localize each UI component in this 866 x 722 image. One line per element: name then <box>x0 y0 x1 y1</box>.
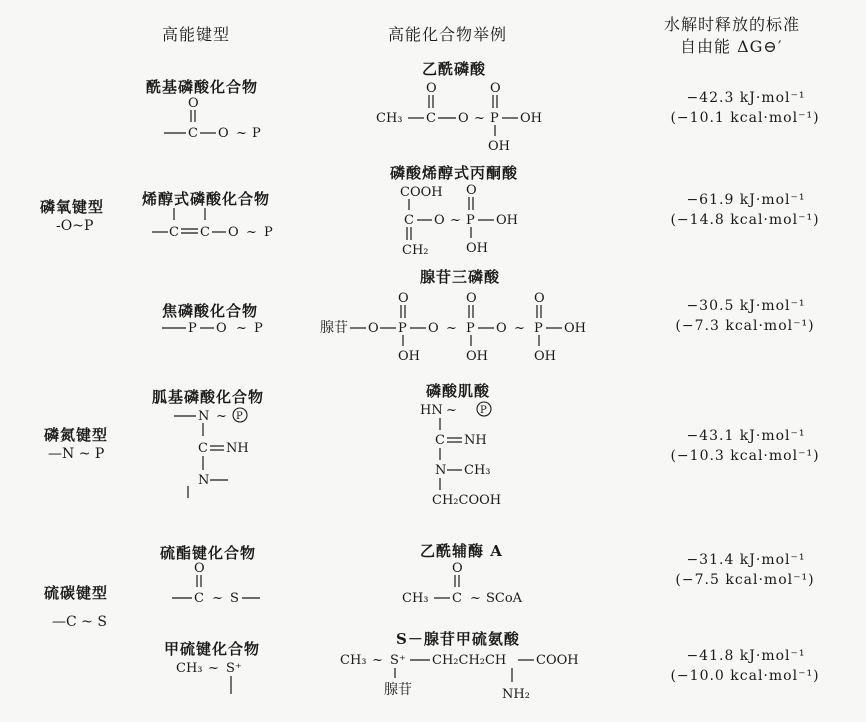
atom-oh: OH <box>398 349 420 364</box>
header-free-energy-line2: 自由能 ΔG⊖′ <box>680 37 783 56</box>
atom-hn: HN <box>420 403 443 418</box>
atom-p: P <box>254 321 263 336</box>
thioester-bond-structure <box>164 560 274 610</box>
atom-o: O <box>194 561 205 576</box>
bond-tilde: ~ <box>212 591 223 606</box>
atom-cooh: COOH <box>400 185 443 200</box>
creatine-phosphate-structure <box>418 398 558 510</box>
atom-o: O <box>490 81 501 96</box>
atom-oh: OH <box>534 349 556 364</box>
bond-tilde: ~ <box>514 321 525 336</box>
example-pep: 磷酸烯醇式丙酮酸 <box>390 164 519 182</box>
group-label-phospho-oxygen: 磷氧键型 <box>40 198 105 216</box>
acetyl-phosphate-structure <box>376 82 576 154</box>
energy-kcal-pep: (−14.8 kcal·mol⁻¹) <box>670 212 820 228</box>
atom-ch3: CH₃ <box>340 653 367 668</box>
acyl-phosphate-bond-structure <box>150 95 290 145</box>
header-bond-type: 高能键型 <box>162 25 231 44</box>
atom-ch3: CH₃ <box>376 111 403 126</box>
energy-kcal-acetyl-coa: (−7.5 kcal·mol⁻¹) <box>675 572 815 588</box>
atom-o: O <box>466 291 477 306</box>
group-formula-phospho-nitrogen: —N ~ P <box>48 446 105 462</box>
atom-scoa: SCoA <box>486 591 523 606</box>
atom-o: O <box>458 111 469 126</box>
pyrophosphate-bond-structure <box>160 314 300 344</box>
atom-nh: NH <box>226 441 249 456</box>
example-sam: S－腺苷甲硫氨酸 <box>396 630 520 648</box>
atom-o: O <box>218 126 229 141</box>
bond-type-thioester: 硫酯键化合物 <box>160 544 257 562</box>
group-label-sulfur-carbon: 硫碳键型 <box>44 584 109 602</box>
atom-ch3: CH₃ <box>464 463 491 478</box>
atom-o: O <box>466 183 477 198</box>
energy-kj-pep: −61.9 kJ·mol⁻¹ <box>686 192 806 208</box>
atom-o: O <box>452 561 463 576</box>
atom-c: C <box>452 591 462 606</box>
energy-kj-atp: −30.5 kJ·mol⁻¹ <box>686 298 806 314</box>
energy-kj-sam: −41.8 kJ·mol⁻¹ <box>686 648 806 664</box>
atom-s-plus: S⁺ <box>226 661 242 676</box>
atom-ch3: CH₃ <box>176 661 203 676</box>
bond-tilde: ~ <box>474 111 485 126</box>
bond-tilde: ~ <box>372 653 383 668</box>
energy-kj-acetyl-coa: −31.4 kJ·mol⁻¹ <box>686 552 806 568</box>
bond-type-guanidino-phosphate: 胍基磷酸化合物 <box>152 388 265 406</box>
energy-kj-acetyl-phosphate: −42.3 kJ·mol⁻¹ <box>686 90 806 106</box>
atom-o: O <box>426 81 437 96</box>
sam-structure <box>338 648 618 718</box>
atom-ch3: CH₃ <box>402 591 429 606</box>
bond-type-pyrophosphate: 焦磷酸化合物 <box>162 302 259 320</box>
atom-ch2: CH₂ <box>402 243 429 258</box>
atom-o: O <box>496 321 507 336</box>
bond-tilde: ~ <box>470 591 481 606</box>
bond-tilde: ~ <box>216 409 227 424</box>
atom-oh: OH <box>564 321 586 336</box>
atom-p: P <box>264 225 273 240</box>
atom-o: O <box>434 213 445 228</box>
energy-kcal-sam: (−10.0 kcal·mol⁻¹) <box>670 668 820 684</box>
group-label-phospho-nitrogen: 磷氮键型 <box>44 426 109 444</box>
atom-nh2: NH₂ <box>502 687 530 702</box>
atom-cooh: COOH <box>536 653 579 668</box>
atom-p: P <box>398 321 407 336</box>
energy-kcal-acetyl-phosphate: (−10.1 kcal·mol⁻¹) <box>670 110 820 126</box>
atom-o: O <box>534 291 545 306</box>
atom-p: P <box>252 126 261 141</box>
atom-p: P <box>466 213 475 228</box>
atom-c: C <box>198 441 208 456</box>
atom-n: N <box>198 409 210 424</box>
atom-c: C <box>188 126 198 141</box>
atom-o: O <box>398 291 409 306</box>
phospho-p-circled: P <box>236 411 243 422</box>
bond-type-acyl-phosphate: 酰基磷酸化合物 <box>146 78 259 96</box>
bond-tilde: ~ <box>236 126 247 141</box>
header-examples: 高能化合物举例 <box>388 25 508 44</box>
example-creatine-phosphate: 磷酸肌酸 <box>426 382 491 400</box>
bond-tilde: ~ <box>450 213 461 228</box>
atom-p: P <box>490 111 499 126</box>
atom-c: C <box>435 433 445 448</box>
atom-c: C <box>194 591 204 606</box>
atom-p: P <box>188 321 197 336</box>
atom-p: P <box>534 321 543 336</box>
bond-tilde: ~ <box>246 225 257 240</box>
atom-ch2ch2ch: CH₂CH₂CH <box>432 653 507 668</box>
atom-o: O <box>368 321 379 336</box>
atom-ch2cooh: CH₂COOH <box>432 493 502 508</box>
atom-o: O <box>428 321 439 336</box>
bond-tilde: ~ <box>446 321 457 336</box>
example-atp: 腺苷三磷酸 <box>420 268 501 286</box>
atom-s: S <box>230 591 239 606</box>
enol-phosphate-bond-structure <box>148 204 298 244</box>
atom-oh: OH <box>496 213 518 228</box>
atom-c: C <box>169 225 179 240</box>
atom-oh: OH <box>520 111 542 126</box>
atom-c: C <box>404 213 414 228</box>
atp-structure <box>318 290 618 366</box>
energy-kj-creatine-phosphate: −43.1 kJ·mol⁻¹ <box>686 428 806 444</box>
atom-oh: OH <box>466 349 488 364</box>
example-acetyl-phosphate: 乙酰磷酸 <box>422 60 487 78</box>
atom-p: P <box>466 321 475 336</box>
atom-o: O <box>216 321 227 336</box>
methylthio-bond-structure <box>176 656 266 702</box>
phospho-p-circled: P <box>480 405 487 416</box>
example-acetyl-coa: 乙酰辅酶 A <box>420 542 503 560</box>
energy-kcal-atp: (−7.3 kcal·mol⁻¹) <box>675 318 815 334</box>
group-formula-phospho-oxygen: -O~P <box>56 218 94 234</box>
guanidino-phosphate-bond-structure <box>170 404 270 500</box>
atom-c: C <box>200 225 210 240</box>
energy-kcal-creatine-phosphate: (−10.3 kcal·mol⁻¹) <box>670 448 820 464</box>
atom-n: N <box>198 473 210 488</box>
pep-structure <box>396 184 556 264</box>
bond-tilde: ~ <box>446 403 457 418</box>
atom-o: O <box>188 96 199 111</box>
atom-c: C <box>426 111 436 126</box>
bond-tilde: ~ <box>236 321 247 336</box>
atom-oh: OH <box>466 241 488 256</box>
acetyl-coa-structure <box>400 560 560 610</box>
group-formula-sulfur-carbon: —C ~ S <box>52 614 107 630</box>
atom-n: N <box>435 463 447 478</box>
atom-nh: NH <box>464 433 487 448</box>
atom-o: O <box>228 225 239 240</box>
atom-s-plus: S⁺ <box>390 653 406 668</box>
atom-oh: OH <box>488 139 510 154</box>
adenosine-label: 腺苷 <box>320 320 348 336</box>
bond-type-enol-phosphate: 烯醇式磷酸化合物 <box>142 190 271 208</box>
bond-tilde: ~ <box>208 661 219 676</box>
adenosine-label: 腺苷 <box>384 682 412 698</box>
header-free-energy-line1: 水解时释放的标准 <box>664 15 801 34</box>
bond-type-methylthio: 甲硫键化合物 <box>164 640 261 658</box>
